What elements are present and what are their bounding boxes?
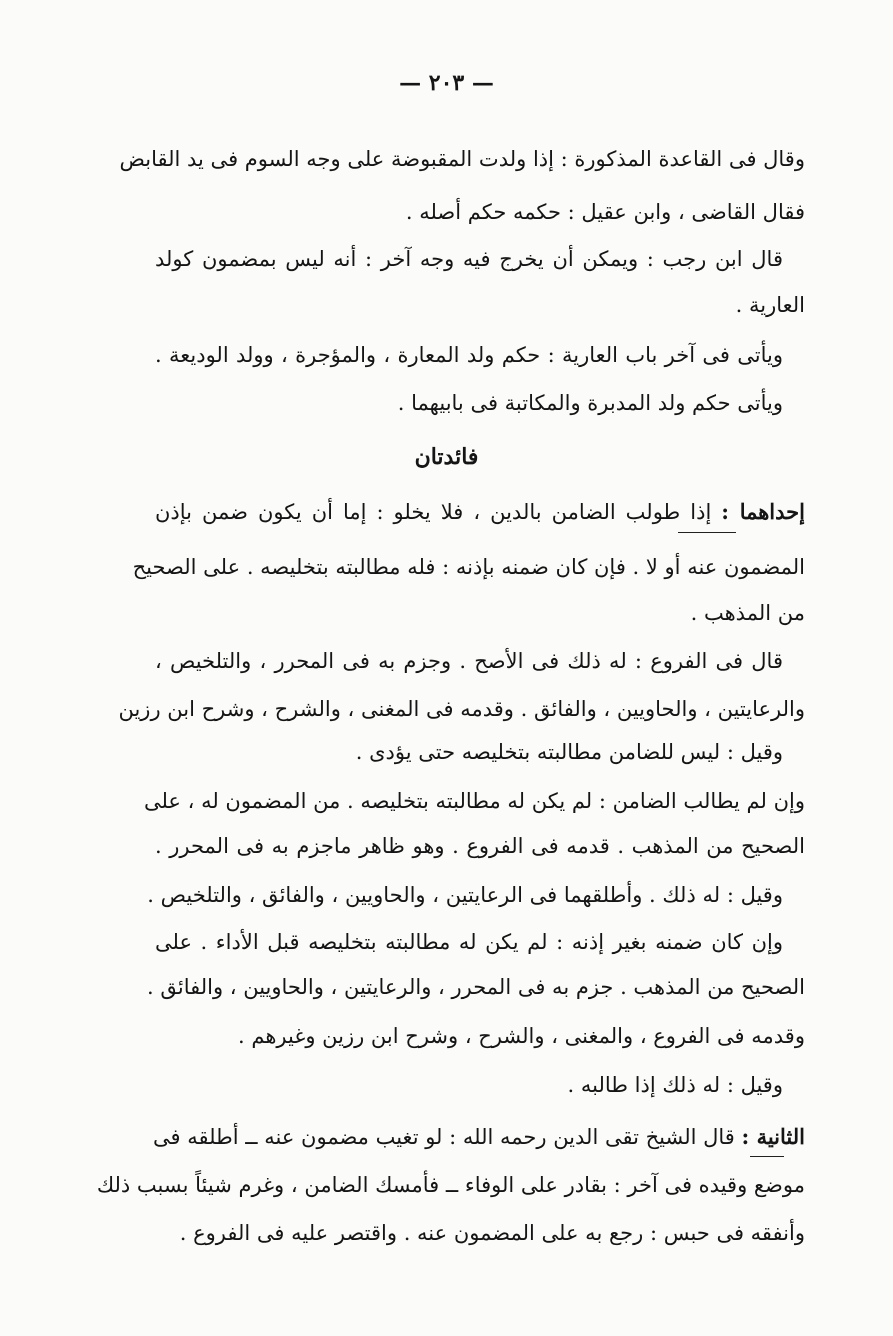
text-line-10: قال فى الفروع : له ذلك فى الأصح . وجزم به فى المحرر ، والتلخيص ، [155, 649, 783, 673]
text-line-7-body: إذا طولب الضامن بالدين ، فلا يخلو : إما أن يكون ضمن بإذن [155, 500, 722, 524]
text-line-6: ويأتى حكم ولد المدبرة والمكاتبة فى بابيهما . [397, 391, 783, 415]
text-line-9: من المذهب . [690, 601, 805, 625]
text-line-19: وقيل : له ذلك إذا طالبه . [567, 1073, 783, 1097]
page-number: — ٢٠٣ — [399, 70, 494, 96]
label-underline-second [750, 1156, 784, 1157]
text-line-8: المضمون عنه أو لا . فإن كان ضمنه بإذنه : فله مطالبته بتخليصه . على الصحيح [132, 555, 805, 579]
text-line-20-body: قال الشيخ تقى الدين رحمه الله : لو تغيب مضمون عنه ــ أطلقه فى [153, 1125, 742, 1149]
text-line-16: وإن كان ضمنه بغير إذنه : لم يكن له مطالبته بتخليصه قبل الأداء . على [155, 930, 783, 954]
section-heading: فائدتان [414, 444, 479, 470]
text-line-11: والرعايتين ، والحاويين ، والفائق . وقدمه فى المغنى ، والشرح ، وشرح ابن رزين [118, 697, 805, 721]
first-point-label: إحداهما : [721, 499, 805, 524]
text-line-14: الصحيح من المذهب . قدمه فى الفروع . وهو ظاهر ماجزم به فى المحرر . [155, 834, 805, 858]
text-line-5: ويأتى فى آخر باب العارية : حكم ولد المعارة ، والمؤجرة ، وولد الوديعة . [155, 343, 783, 367]
text-line-12: وقيل : ليس للضامن مطالبته بتخليصه حتى يؤدى . [355, 740, 783, 764]
text-line-3: قال ابن رجب : ويمكن أن يخرج فيه وجه آخر : أنه ليس بمضمون كولد [155, 247, 783, 271]
text-line-13: وإن لم يطالب الضامن : لم يكن له مطالبته بتخليصه . من المضمون له ، على [143, 789, 805, 813]
text-line-2: فقال القاضى ، وابن عقيل : حكمه حكم أصله . [405, 200, 805, 224]
text-line-7 [155, 497, 805, 527]
text-line-18: وقدمه فى الفروع ، والمغنى ، والشرح ، وشرح ابن رزين وغيرهم . [238, 1024, 805, 1048]
text-line-21: موضع وقيده فى آخر : بقادر على الوفاء ــ فأمسك الضامن ، وغرم شيئاً بسبب ذلك [96, 1173, 805, 1197]
label-underline [678, 532, 736, 533]
second-point-label: الثانية : [741, 1124, 805, 1149]
text-line-1: وقال فى القاعدة المذكورة : إذا ولدت المقبوضة على وجه السوم فى يد القابض [119, 147, 805, 171]
text-line-17: الصحيح من المذهب . جزم به فى المحرر ، والرعايتين ، والحاويين ، والفائق . [146, 975, 805, 999]
text-line-22: وأنفقه فى حبس : رجع به على المضمون عنه . واقتصر عليه فى الفروع . [179, 1221, 805, 1245]
text-line-4: العارية . [735, 293, 805, 317]
text-line-20 [155, 1122, 805, 1152]
text-line-15: وقيل : له ذلك . وأطلقهما فى الرعايتين ، والحاويين ، والفائق ، والتلخيص . [147, 883, 783, 907]
